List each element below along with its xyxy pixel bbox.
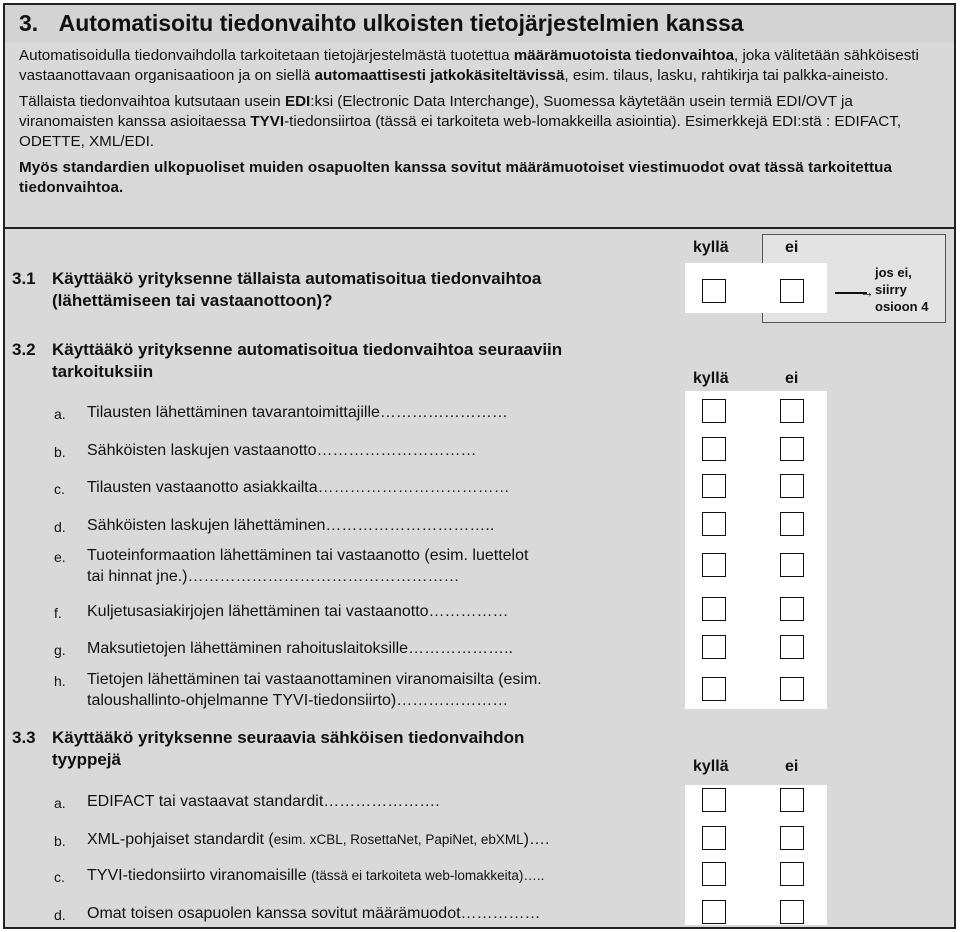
item-letter: f. <box>54 605 62 621</box>
q32a-no-checkbox[interactable] <box>780 399 804 423</box>
item-label-small: esim. xCBL, RosettaNet, PapiNet, ebXML <box>273 832 524 847</box>
q33c-yes-checkbox[interactable] <box>702 862 726 886</box>
item-label: EDIFACT tai vastaavat standardit…………………. <box>87 793 440 810</box>
intro-text: , joka välitetään sähköisesti vastaanottavaan organisaatioon ja on siellä <box>19 47 919 84</box>
q31-no-checkbox[interactable] <box>780 279 804 303</box>
item-letter: h. <box>54 673 66 689</box>
q32e-yes-checkbox[interactable] <box>702 553 726 577</box>
item-label: Sähköisten laskujen vastaanotto………………………… <box>87 442 477 459</box>
q32g-yes-checkbox[interactable] <box>702 635 726 659</box>
q32d-no-checkbox[interactable] <box>780 512 804 536</box>
item-letter: c. <box>54 869 65 885</box>
item-label-line: Tietojen lähettäminen tai vastaanottaminen viranomaisilta (esim. <box>87 671 542 688</box>
item-label: Tilausten lähettäminen tavarantoimittajille…………………… <box>87 404 508 421</box>
q32g-no-checkbox[interactable] <box>780 635 804 659</box>
q32a-yes-checkbox[interactable] <box>702 399 726 423</box>
item-label: Omat toisen osapuolen kanssa sovitut määrämuodot…………… <box>87 905 541 922</box>
q33a-no-checkbox[interactable] <box>780 788 804 812</box>
question-text-line: (lähettämiseen tai vastaanottoon)? <box>52 291 333 310</box>
item-label: Kuljetusasiakirjojen lähettäminen tai vastaanotto…………… <box>87 603 509 620</box>
questions-area <box>5 231 954 927</box>
item-label: Sähköisten laskujen lähettäminen………………………….. <box>87 517 495 534</box>
q31-yes-checkbox[interactable] <box>702 279 726 303</box>
q32h-yes-checkbox[interactable] <box>702 677 726 701</box>
question-text-line: Käyttääkö yrityksenne automatisoitua tiedonvaihtoa seuraaviin <box>52 340 563 359</box>
q33d-yes-checkbox[interactable] <box>702 900 726 924</box>
item-label <box>87 829 549 850</box>
item-letter: e. <box>54 549 66 565</box>
item-label-main: XML-pohjaiset standardit ( <box>87 831 274 848</box>
intro-text: Tällaista tiedonvaihtoa kutsutaan usein <box>19 93 285 110</box>
intro-paragraph-2 <box>19 92 942 152</box>
question-number: 3.3 <box>12 728 36 747</box>
item-label <box>87 865 544 886</box>
intro-paragraph-3: Myös standardien ulkopuoliset muiden osapuolten kanssa sovitut määrämuotoiset viestimuodot ovat tässä tarkoitettua tiedonvaihtoa. <box>19 159 893 196</box>
item-label: Maksutietojen lähettäminen rahoituslaitoksille……………….. <box>87 640 513 657</box>
item-letter: g. <box>54 642 66 658</box>
form-frame <box>3 3 956 929</box>
skip-note-line: siirry <box>875 282 907 297</box>
column-header-yes: kyllä <box>693 370 729 387</box>
column-header-no: ei <box>785 758 799 775</box>
intro-text: -tiedonsiirtoa (tässä ei tarkoiteta web-lomakkeilla asiointia). Esimerkkejä EDI:stä : EDIFACT, ODETTE, XML/EDI. <box>19 113 902 150</box>
question-text <box>52 339 562 383</box>
q32e-no-checkbox[interactable] <box>780 553 804 577</box>
item-label <box>87 545 528 587</box>
q32h-no-checkbox[interactable] <box>780 677 804 701</box>
intro-paragraph-1 <box>19 46 942 86</box>
column-header-yes: kyllä <box>693 758 729 775</box>
item-label <box>87 669 542 711</box>
q32f-yes-checkbox[interactable] <box>702 597 726 621</box>
q32b-no-checkbox[interactable] <box>780 437 804 461</box>
column-header-no: ei <box>785 239 799 256</box>
q33c-no-checkbox[interactable] <box>780 862 804 886</box>
intro-bold-term: EDI <box>284 93 311 110</box>
skip-note-line: jos ei, <box>875 265 912 280</box>
item-letter: a. <box>54 795 66 811</box>
q32f-no-checkbox[interactable] <box>780 597 804 621</box>
item-label-line: Tuoteinformaation lähettäminen tai vastaanotto (esim. luettelot <box>87 547 529 564</box>
q32c-yes-checkbox[interactable] <box>702 474 726 498</box>
question-text-line: Käyttääkö yrityksenne tällaista automatisoitua tiedonvaihtoa <box>52 269 542 288</box>
section-number: 3. <box>19 10 39 36</box>
item-letter: b. <box>54 833 66 849</box>
skip-note-line: osioon 4 <box>875 299 929 314</box>
intro-bold-term: määrämuotoista tiedonvaihtoa <box>513 47 735 64</box>
skip-note <box>875 264 928 315</box>
item-label-main: TYVI-tiedonsiirto viranomaisille <box>87 867 312 884</box>
q33a-yes-checkbox[interactable] <box>702 788 726 812</box>
question-number: 3.1 <box>12 269 36 288</box>
item-letter: b. <box>54 444 66 460</box>
item-label-tail: )…. <box>523 831 550 848</box>
question-text <box>52 727 524 771</box>
q32b-yes-checkbox[interactable] <box>702 437 726 461</box>
column-header-yes: kyllä <box>693 239 729 256</box>
intro-bold-term: automaattisesti jatkokäsiteltävissä <box>314 67 565 84</box>
intro-text: :ksi (Electronic Data Interchange), Suomessa käytetään usein termiä EDI/OVT ja viranomaisten kanssa asioitaessa <box>19 93 853 130</box>
q33d-no-checkbox[interactable] <box>780 900 804 924</box>
column-header-no: ei <box>785 370 799 387</box>
question-text-line: tyyppejä <box>52 750 121 769</box>
arrow-head-icon: → <box>860 284 874 300</box>
item-letter: d. <box>54 907 66 923</box>
q32d-yes-checkbox[interactable] <box>702 512 726 536</box>
question-number: 3.2 <box>12 340 36 359</box>
section-title <box>5 5 954 44</box>
item-label-small: (tässä ei tarkoiteta web-lomakkeita)….. <box>311 868 545 883</box>
item-label-line: taloushallinto-ohjelmanne TYVI-tiedonsiirto)………………… <box>87 692 509 709</box>
section-intro <box>5 42 954 229</box>
q33b-yes-checkbox[interactable] <box>702 826 726 850</box>
intro-text: , esim. tilaus, lasku, rahtikirja tai palkka-aineisto. <box>564 67 889 84</box>
intro-text: Automatisoidulla tiedonvaihdolla tarkoitetaan tietojärjestelmästä tuotettua <box>19 47 514 64</box>
question-text <box>52 268 541 312</box>
section-title-text: Automatisoitu tiedonvaihto ulkoisten tietojärjestelmien kanssa <box>58 10 744 36</box>
q32c-no-checkbox[interactable] <box>780 474 804 498</box>
item-letter: d. <box>54 519 66 535</box>
item-label-line: tai hinnat jne.)…………………………………………… <box>87 568 460 585</box>
q33b-no-checkbox[interactable] <box>780 826 804 850</box>
item-letter: c. <box>54 481 65 497</box>
intro-bold-term: TYVI <box>250 113 285 130</box>
question-text-line: tarkoituksiin <box>52 362 154 381</box>
question-text-line: Käyttääkö yrityksenne seuraavia sähköisen tiedonvaihdon <box>52 728 525 747</box>
item-label: Tilausten vastaanotto asiakkailta……………………………… <box>87 479 510 496</box>
item-letter: a. <box>54 406 66 422</box>
